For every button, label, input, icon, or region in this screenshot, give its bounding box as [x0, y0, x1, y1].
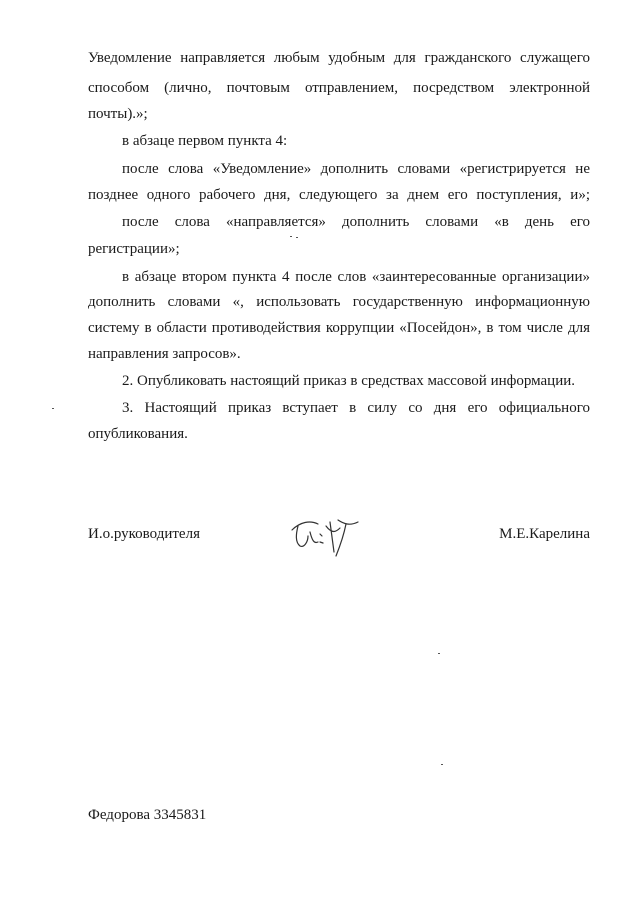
body-line-10: дополнить словами «, использовать государственную информационную: [88, 294, 590, 310]
body-line-4: в абзаце первом пункта 4:: [122, 133, 288, 149]
executor-contact: Федорова 3345831: [88, 807, 207, 823]
scan-speck: [52, 408, 54, 409]
body-line-14: 3. Настоящий приказ вступает в силу со дня его официального: [122, 400, 590, 416]
handwritten-signature: [286, 512, 362, 558]
body-line-5: после слова «Уведомление» дополнить словами «регистрируется не: [122, 161, 590, 177]
signer-name: М.Е.Карелина: [499, 526, 590, 542]
scan-speck: [438, 653, 440, 654]
scan-speck: [290, 236, 292, 237]
scan-speck: [441, 764, 443, 765]
body-line-15: опубликования.: [88, 426, 188, 442]
body-line-1: Уведомление направляется любым удобным для гражданского служащего: [88, 50, 590, 66]
signatory-position: И.о.руководителя: [88, 526, 200, 542]
body-line-13: 2. Опубликовать настоящий приказ в средствах массовой информации.: [122, 373, 576, 389]
body-line-2: способом (лично, почтовым отправлением, посредством электронной: [88, 80, 590, 96]
body-line-3: почты).»;: [88, 106, 148, 122]
body-line-9: в абзаце втором пункта 4 после слов «заинтересованные организации»: [122, 269, 590, 285]
body-line-7: после слова «направляется» дополнить словами «в день его: [122, 214, 590, 230]
body-line-12: направления запросов».: [88, 346, 241, 362]
body-line-8: регистрации»;: [88, 241, 180, 257]
body-line-11: систему в области противодействия коррупции «Посейдон», в том числе для: [88, 320, 590, 336]
body-line-6: позднее одного рабочего дня, следующего за днем его поступления, и»;: [88, 187, 590, 203]
scan-speck: [296, 237, 298, 238]
